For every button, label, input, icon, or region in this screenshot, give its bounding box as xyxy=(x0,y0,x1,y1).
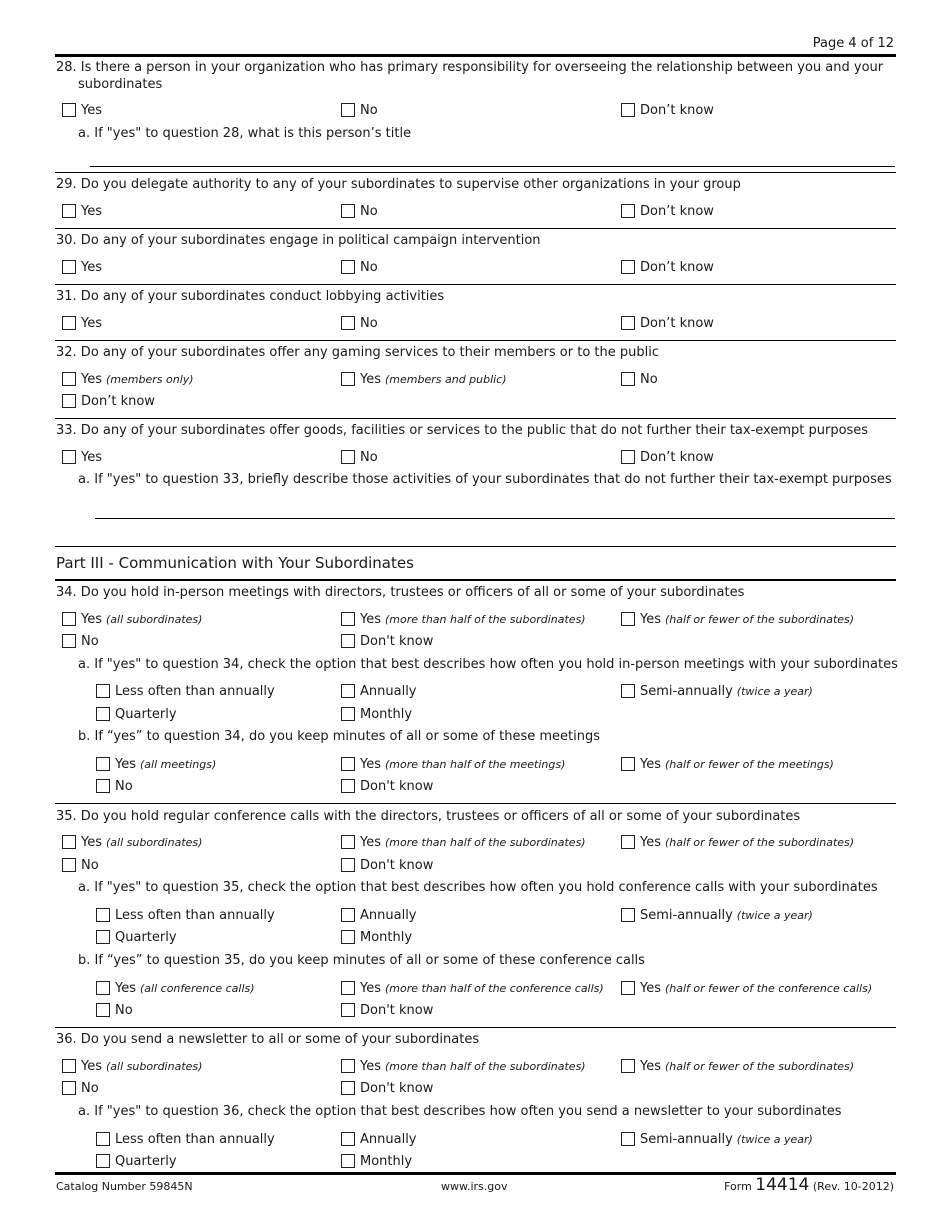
checkbox[interactable] xyxy=(341,858,355,872)
checkbox[interactable] xyxy=(621,450,635,464)
checkbox[interactable] xyxy=(621,612,635,626)
checkbox[interactable] xyxy=(341,316,355,330)
form-revision: (Rev. 10-2012) xyxy=(812,1180,894,1193)
checkbox[interactable] xyxy=(62,260,76,274)
checkbox[interactable] xyxy=(621,908,635,922)
checkbox[interactable] xyxy=(96,779,110,793)
q35-minutes-yes-half-or-fewer[interactable]: Yes (half or fewer of the conference calls) xyxy=(621,981,872,999)
checkbox[interactable] xyxy=(621,1132,635,1146)
q36-freq-semi-annually[interactable]: Semi-annually (twice a year) xyxy=(621,1132,813,1150)
q35-no[interactable]: No xyxy=(62,858,99,876)
checkbox[interactable] xyxy=(96,908,110,922)
q36-yes-half-or-fewer[interactable]: Yes (half or fewer of the subordinates) xyxy=(621,1059,854,1077)
q33-no[interactable]: No xyxy=(341,450,378,468)
checkbox[interactable] xyxy=(62,1081,76,1095)
checkbox[interactable] xyxy=(621,835,635,849)
checkbox[interactable] xyxy=(62,634,76,648)
q36-freq-annually[interactable]: Annually xyxy=(341,1132,417,1150)
catalog-number: Catalog Number 59845N xyxy=(56,1180,193,1193)
q35-yes-all[interactable]: Yes (all subordinates) xyxy=(62,835,202,853)
divider xyxy=(55,418,896,419)
question-35: 35. Do you hold regular conference calls with the directors, trustees or officers of all or some of your subordinates xyxy=(56,809,801,824)
checkbox[interactable] xyxy=(341,981,355,995)
q31-yes[interactable]: Yes xyxy=(62,316,102,334)
q34-sub-b: b. If “yes” to question 34, do you keep minutes of all or some of these meetings xyxy=(78,729,600,744)
checkbox[interactable] xyxy=(621,757,635,771)
checkbox[interactable] xyxy=(341,930,355,944)
divider xyxy=(55,172,896,173)
website: www.irs.gov xyxy=(441,1180,508,1193)
checkbox[interactable] xyxy=(341,1059,355,1073)
q29-no[interactable]: No xyxy=(341,204,378,222)
checkbox[interactable] xyxy=(621,1059,635,1073)
q30-dont-know[interactable]: Don’t know xyxy=(621,260,714,278)
checkbox[interactable] xyxy=(341,103,355,117)
q34-dont-know[interactable]: Don't know xyxy=(341,634,433,652)
divider xyxy=(55,228,896,229)
checkbox[interactable] xyxy=(621,981,635,995)
q34-freq-annually[interactable]: Annually xyxy=(341,684,417,702)
q35-minutes-yes-more-than-half[interactable]: Yes (more than half of the conference calls) xyxy=(341,981,604,999)
checkbox[interactable] xyxy=(341,707,355,721)
q36-dont-know[interactable]: Don't know xyxy=(341,1081,433,1099)
question-29: 29. Do you delegate authority to any of your subordinates to supervise other organizations in your group xyxy=(56,177,741,192)
checkbox[interactable] xyxy=(341,204,355,218)
q33-yes[interactable]: Yes xyxy=(62,450,102,468)
q35-freq-monthly[interactable]: Monthly xyxy=(341,930,412,948)
q36-yes-all[interactable]: Yes (all subordinates) xyxy=(62,1059,202,1077)
checkbox[interactable] xyxy=(341,372,355,386)
question-33: 33. Do any of your subordinates offer goods, facilities or services to the public that do not further their tax-exempt purposes xyxy=(56,423,869,438)
q36-freq-quarterly[interactable]: Quarterly xyxy=(96,1154,177,1172)
q34-yes-all[interactable]: Yes (all subordinates) xyxy=(62,612,202,630)
q35-freq-less-than-annually[interactable]: Less often than annually xyxy=(96,908,275,926)
checkbox[interactable] xyxy=(62,372,76,386)
q28-no[interactable]: No xyxy=(341,103,378,121)
q32-yes-members-public[interactable]: Yes (members and public) xyxy=(341,372,507,390)
q34-minutes-dont-know[interactable]: Don't know xyxy=(341,779,433,797)
checkbox[interactable] xyxy=(341,835,355,849)
checkbox[interactable] xyxy=(621,260,635,274)
q28-dont-know[interactable]: Don’t know xyxy=(621,103,714,121)
q35-sub-b: b. If “yes” to question 35, do you keep minutes of all or some of these conference calls xyxy=(78,953,645,968)
q28-sub-a: a. If "yes" to question 28, what is this person’s title xyxy=(78,126,412,141)
part-3-heading: Part III - Communication with Your Subordinates xyxy=(56,554,414,572)
divider xyxy=(55,579,896,581)
q36-sub-a: a. If "yes" to question 36, check the option that best describes how often you send a newsletter to your subordinates xyxy=(78,1104,842,1119)
checkbox[interactable] xyxy=(621,103,635,117)
q36-freq-less-than-annually[interactable]: Less often than annually xyxy=(96,1132,275,1150)
q34-freq-less-than-annually[interactable]: Less often than annually xyxy=(96,684,275,702)
checkbox[interactable] xyxy=(341,908,355,922)
checkbox[interactable] xyxy=(341,779,355,793)
checkbox[interactable] xyxy=(341,1081,355,1095)
q28-title-field[interactable] xyxy=(90,166,895,167)
checkbox[interactable] xyxy=(341,450,355,464)
q34-yes-half-or-fewer[interactable]: Yes (half or fewer of the subordinates) xyxy=(621,612,854,630)
checkbox[interactable] xyxy=(62,612,76,626)
q35-freq-annually[interactable]: Annually xyxy=(341,908,417,926)
checkbox[interactable] xyxy=(341,1003,355,1017)
form-number: 14414 xyxy=(755,1175,810,1195)
checkbox[interactable] xyxy=(621,372,635,386)
q29-dont-know[interactable]: Don’t know xyxy=(621,204,714,222)
form-prefix: Form xyxy=(724,1180,752,1193)
q30-yes[interactable]: Yes xyxy=(62,260,102,278)
q34-freq-monthly[interactable]: Monthly xyxy=(341,707,412,725)
checkbox[interactable] xyxy=(62,450,76,464)
question-36: 36. Do you send a newsletter to all or some of your subordinates xyxy=(56,1032,480,1047)
question-32: 32. Do any of your subordinates offer any gaming services to their members or to the public xyxy=(56,345,659,360)
checkbox[interactable] xyxy=(96,684,110,698)
checkbox[interactable] xyxy=(96,1132,110,1146)
page-number: Page 4 of 12 xyxy=(812,36,894,51)
q33-description-field[interactable] xyxy=(95,518,895,519)
q35-freq-semi-annually[interactable]: Semi-annually (twice a year) xyxy=(621,908,813,926)
q34-minutes-yes-half-or-fewer[interactable]: Yes (half or fewer of the meetings) xyxy=(621,757,834,775)
divider xyxy=(55,54,896,57)
question-28: 28. Is there a person in your organization who has primary responsibility for overseeing the relationship between you and your xyxy=(56,60,884,75)
checkbox[interactable] xyxy=(341,612,355,626)
question-34: 34. Do you hold in-person meetings with directors, trustees or officers of all or some of your subordinates xyxy=(56,585,745,600)
checkbox[interactable] xyxy=(62,835,76,849)
q34-freq-quarterly[interactable]: Quarterly xyxy=(96,707,177,725)
q34-minutes-yes-more-than-half[interactable]: Yes (more than half of the meetings) xyxy=(341,757,565,775)
q34-yes-more-than-half[interactable]: Yes (more than half of the subordinates) xyxy=(341,612,586,630)
checkbox[interactable] xyxy=(621,204,635,218)
checkbox[interactable] xyxy=(62,204,76,218)
q35-yes-more-than-half[interactable]: Yes (more than half of the subordinates) xyxy=(341,835,586,853)
divider xyxy=(55,546,896,547)
q35-minutes-dont-know[interactable]: Don't know xyxy=(341,1003,433,1021)
q31-dont-know[interactable]: Don’t know xyxy=(621,316,714,334)
q34-freq-semi-annually[interactable]: Semi-annually (twice a year) xyxy=(621,684,813,702)
checkbox[interactable] xyxy=(621,684,635,698)
q33-sub-a: a. If "yes" to question 33, briefly describe those activities of your subordinates that do not further their tax-exempt purposes xyxy=(78,472,892,487)
divider xyxy=(55,340,896,341)
q32-no[interactable]: No xyxy=(621,372,658,390)
q32-yes-members-only[interactable]: Yes (members only) xyxy=(62,372,194,390)
q31-no[interactable]: No xyxy=(341,316,378,334)
q34-no[interactable]: No xyxy=(62,634,99,652)
q29-yes[interactable]: Yes xyxy=(62,204,102,222)
checkbox[interactable] xyxy=(62,858,76,872)
checkbox[interactable] xyxy=(341,1132,355,1146)
checkbox[interactable] xyxy=(62,1059,76,1073)
checkbox[interactable] xyxy=(62,103,76,117)
question-28-cont: subordinates xyxy=(78,77,163,92)
checkbox[interactable] xyxy=(341,634,355,648)
checkbox[interactable] xyxy=(96,1154,110,1168)
q28-yes[interactable]: Yes xyxy=(62,103,102,121)
q35-minutes-no[interactable]: No xyxy=(96,1003,133,1021)
q30-no[interactable]: No xyxy=(341,260,378,278)
q34-minutes-no[interactable]: No xyxy=(96,779,133,797)
checkbox[interactable] xyxy=(341,684,355,698)
q34-minutes-yes-all[interactable]: Yes (all meetings) xyxy=(96,757,216,775)
checkbox[interactable] xyxy=(96,930,110,944)
checkbox[interactable] xyxy=(96,981,110,995)
checkbox[interactable] xyxy=(341,1154,355,1168)
q35-dont-know[interactable]: Don't know xyxy=(341,858,433,876)
q33-dont-know[interactable]: Don’t know xyxy=(621,450,714,468)
q35-minutes-yes-all[interactable]: Yes (all conference calls) xyxy=(96,981,255,999)
checkbox[interactable] xyxy=(621,316,635,330)
q35-yes-half-or-fewer[interactable]: Yes (half or fewer of the subordinates) xyxy=(621,835,854,853)
q35-sub-a: a. If "yes" to question 35, check the option that best describes how often you hold conference calls with your subordinates xyxy=(78,880,878,895)
checkbox[interactable] xyxy=(341,260,355,274)
divider xyxy=(55,1027,896,1028)
checkbox[interactable] xyxy=(96,707,110,721)
q35-freq-quarterly[interactable]: Quarterly xyxy=(96,930,177,948)
q36-freq-monthly[interactable]: Monthly xyxy=(341,1154,412,1172)
checkbox[interactable] xyxy=(96,1003,110,1017)
question-30: 30. Do any of your subordinates engage in political campaign intervention xyxy=(56,233,541,248)
checkbox[interactable] xyxy=(62,316,76,330)
checkbox[interactable] xyxy=(341,757,355,771)
q36-yes-more-than-half[interactable]: Yes (more than half of the subordinates) xyxy=(341,1059,586,1077)
checkbox[interactable] xyxy=(96,757,110,771)
q36-no[interactable]: No xyxy=(62,1081,99,1099)
divider xyxy=(55,284,896,285)
divider xyxy=(55,803,896,804)
question-31: 31. Do any of your subordinates conduct lobbying activities xyxy=(56,289,445,304)
q32-dont-know[interactable]: Don’t know xyxy=(62,394,155,412)
checkbox[interactable] xyxy=(62,394,76,408)
form-id xyxy=(724,1175,894,1195)
q34-sub-a: a. If "yes" to question 34, check the option that best describes how often you hold in-person meetings with your subordinates xyxy=(78,657,898,672)
